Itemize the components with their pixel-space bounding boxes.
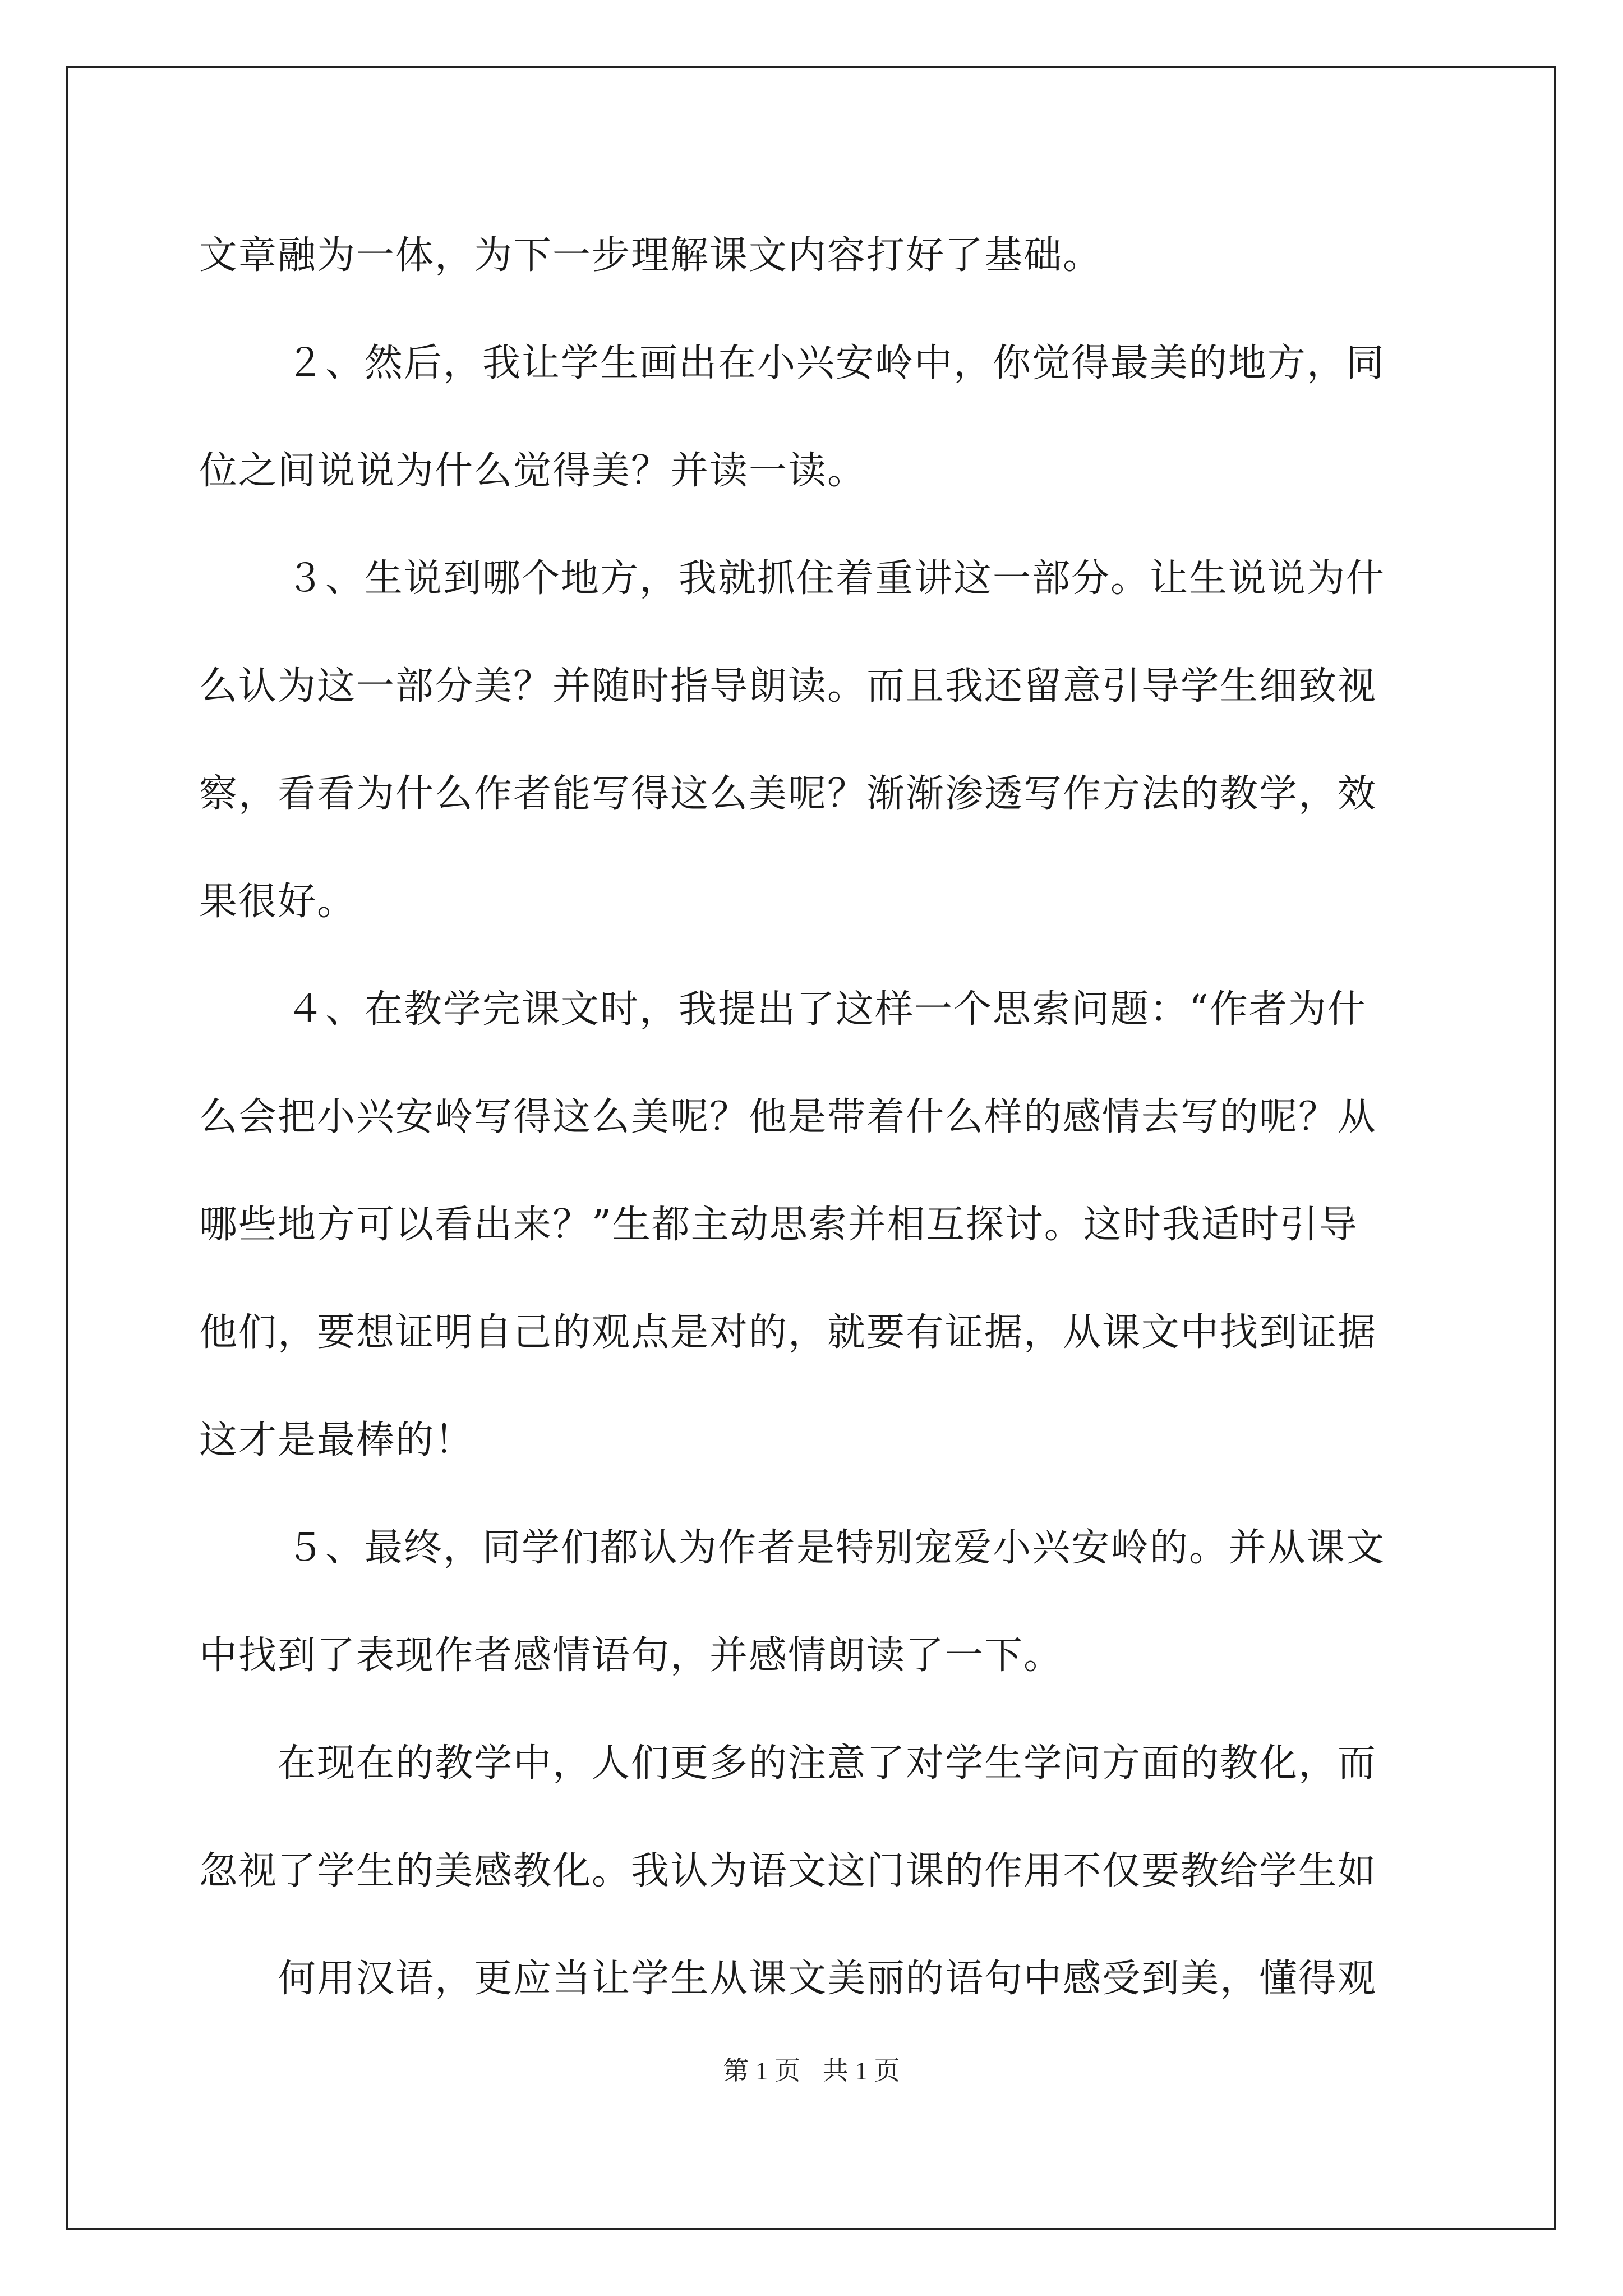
text-line: 察，看看为什么作者能写得这么美呢？渐渐渗透写作方法的教学，效 bbox=[199, 772, 1377, 816]
text-line: 果很好。 bbox=[199, 880, 357, 924]
text-line: ２、然后，我让学生画出在小兴安岭中，你觉得最美的地方，同 bbox=[286, 341, 1386, 385]
text-line: 何用汉语，更应当让学生从课文美丽的语句中感受到美，懂得观 bbox=[278, 1957, 1377, 2001]
document-body bbox=[199, 202, 1427, 2033]
text-line: ４、在教学完课文时，我提出了这样一个思索问题：“作者为什 bbox=[286, 987, 1367, 1032]
text-line: 哪些地方可以看出来？”生都主动思索并相互探讨。这时我适时引导 bbox=[199, 1203, 1358, 1247]
page-number: 第 1 页 bbox=[723, 2056, 801, 2085]
text-line: 在现在的教学中，人们更多的注意了对学生学问方面的教化，而 bbox=[278, 1741, 1377, 1786]
text-line: 他们，要想证明自己的观点是对的，就要有证据，从课文中找到证据 bbox=[199, 1310, 1377, 1355]
text-line: 么认为这一部分美？并随时指导朗读。而且我还留意引导学生细致视 bbox=[199, 664, 1377, 708]
text-line: 中找到了表现作者感情语句，并感情朗读了一下。 bbox=[199, 1634, 1063, 1678]
text-line: ３、生说到哪个地方，我就抓住着重讲这一部分。让生说说为什 bbox=[286, 556, 1386, 601]
page-footer bbox=[0, 2050, 1623, 2087]
page-total: 共 1 页 bbox=[822, 2056, 900, 2085]
text-line: ５、最终，同学们都认为作者是特别宠爱小兴安岭的。并从课文 bbox=[286, 1526, 1386, 1570]
text-line: 这才是最棒的！ bbox=[199, 1418, 474, 1462]
text-line: 么会把小兴安岭写得这么美呢？他是带着什么样的感情去写的呢？从 bbox=[199, 1095, 1377, 1139]
text-line: 忽视了学生的美感教化。我认为语文这门课的作用不仅要教给学生如 bbox=[199, 1849, 1377, 1893]
text-line: 位之间说说为什么觉得美？并读一读。 bbox=[199, 449, 867, 493]
text-line: 文章融为一体，为下一步理解课文内容打好了基础。 bbox=[199, 233, 1103, 278]
